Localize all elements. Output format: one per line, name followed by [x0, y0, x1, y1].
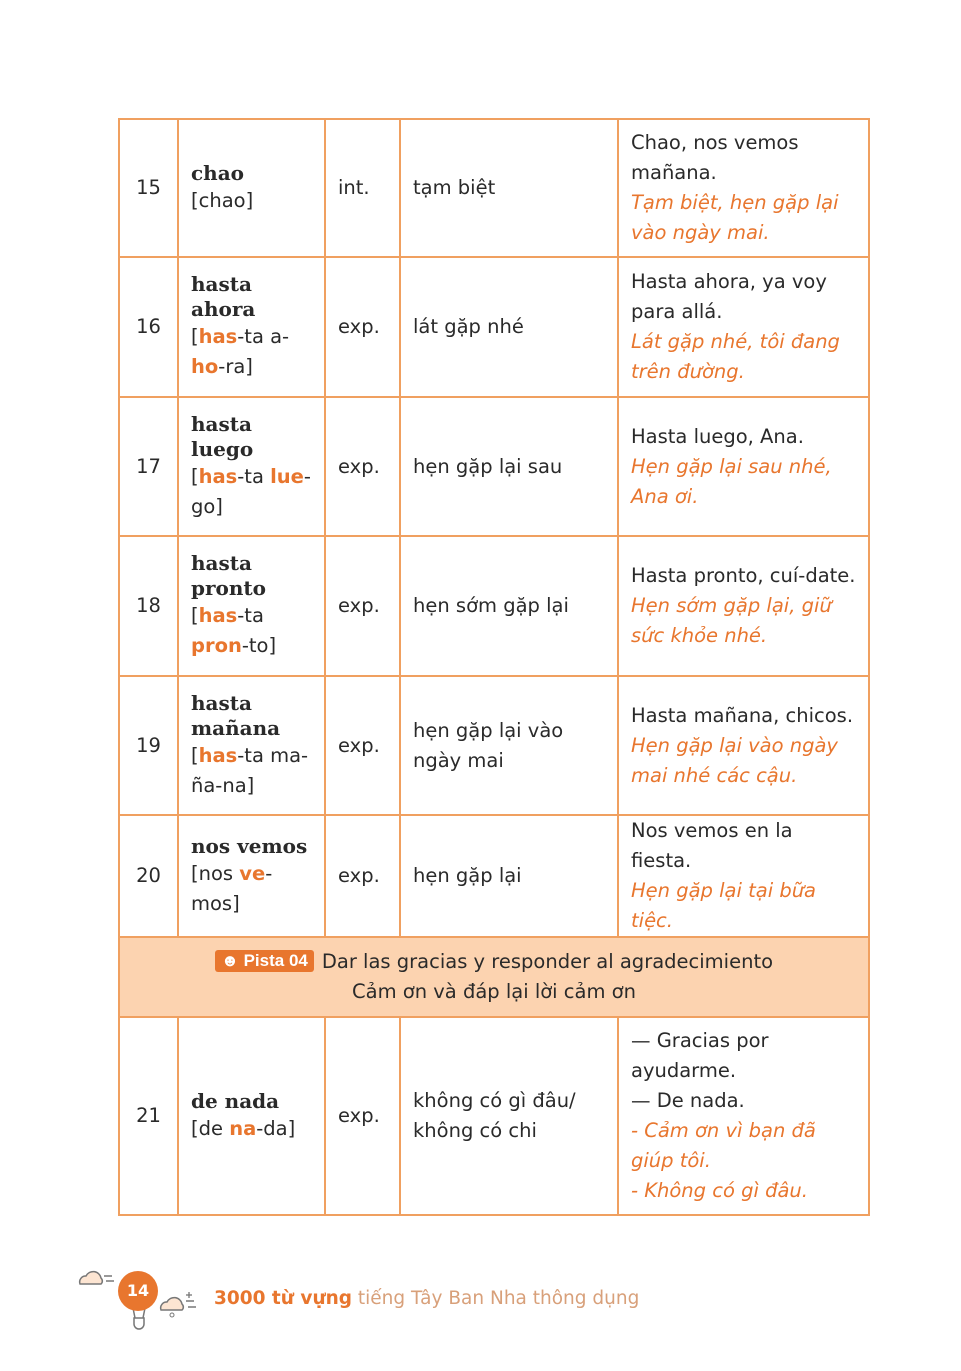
pronunciation-part: ho — [191, 355, 219, 378]
page-footer — [0, 1260, 961, 1340]
example-vi: Tạm biệt, hẹn gặp lại vào ngày mai. — [631, 191, 839, 244]
table-row — [119, 257, 869, 397]
balloon-basket-icon — [126, 1308, 152, 1332]
example-vi: Hẹn gặp lại tại bữa tiệc. — [631, 879, 817, 932]
word-cell — [178, 815, 325, 937]
book-title-rest: tiếng Tây Ban Nha thông dụng — [352, 1288, 640, 1309]
example-cell — [618, 815, 869, 937]
example-cell — [618, 536, 869, 676]
word-cell — [178, 257, 325, 397]
vocabulary-table — [118, 118, 870, 1216]
pronunciation-part: [de — [191, 1116, 230, 1140]
spanish-word: nos vemos — [191, 833, 308, 858]
word-cell — [178, 119, 325, 257]
example-es: — Gracias por ayudarme. — [631, 1029, 769, 1082]
meaning: hẹn gặp lại vào ngày mai — [400, 676, 618, 815]
example-vi: Lát gặp nhé, tôi đang trên đường. — [631, 330, 840, 383]
example-vi: - Không có gì đâu. — [631, 1179, 808, 1202]
example-vi: - Cảm ơn vì bạn đã giúp tôi. — [631, 1119, 816, 1172]
pronunciation — [191, 1114, 312, 1144]
pronunciation — [191, 186, 312, 216]
meaning: lát gặp nhé — [400, 257, 618, 397]
example-es: Nos vemos en la fiesta. — [631, 819, 793, 872]
pronunciation-part: lue — [270, 464, 304, 488]
book-title — [214, 1288, 639, 1309]
spanish-word: de nada — [191, 1088, 280, 1113]
pronunciation-part: [nos — [191, 861, 240, 885]
entry-number: 20 — [119, 815, 178, 937]
example-vi: Hẹn sớm gặp lại, giữ sức khỏe nhé. — [631, 594, 832, 647]
page-number: 14 — [118, 1271, 158, 1311]
pronunciation — [191, 601, 312, 661]
table-row — [119, 1017, 869, 1215]
example-cell — [618, 397, 869, 536]
word-type: exp. — [325, 397, 400, 536]
pronunciation-part: -go] — [191, 464, 311, 518]
meaning: hẹn gặp lại — [400, 815, 618, 937]
section-title-vi: Cảm ơn và đáp lại lời cảm ơn — [352, 980, 636, 1003]
entry-number: 17 — [119, 397, 178, 536]
pronunciation — [191, 462, 312, 522]
word-type: exp. — [325, 536, 400, 676]
section-header — [119, 937, 869, 1017]
spanish-word: hasta pronto — [191, 551, 266, 600]
entry-number: 19 — [119, 676, 178, 815]
pronunciation — [191, 322, 312, 382]
pronunciation-part: -ta — [237, 604, 264, 627]
pronunciation-part: -ta — [237, 464, 271, 488]
pronunciation-part: -to] — [241, 634, 277, 657]
example-cell — [618, 257, 869, 397]
section-title-es: Dar las gracias y responder al agradecimiento — [321, 950, 774, 973]
pronunciation — [191, 741, 312, 801]
spanish-word: hasta ahora — [191, 272, 256, 321]
meaning: hẹn sớm gặp lại — [400, 536, 618, 676]
example-es: Hasta pronto, cuí-date. — [631, 564, 856, 587]
pronunciation-part: na — [229, 1116, 257, 1140]
example-cell — [618, 676, 869, 815]
entry-number: 18 — [119, 536, 178, 676]
word-type: int. — [325, 119, 400, 257]
audio-track-badge[interactable]: ☻ Pista 04 — [215, 950, 314, 972]
example-cell — [618, 119, 869, 257]
pronunciation-part: -da] — [256, 1116, 296, 1140]
pronunciation-part: [ — [191, 325, 199, 348]
word-cell — [178, 1017, 325, 1215]
table-row — [119, 397, 869, 536]
pronunciation-part: [ — [191, 464, 199, 488]
pronunciation-part: pron — [191, 634, 242, 657]
meaning: hẹn gặp lại sau — [400, 397, 618, 536]
word-type: exp. — [325, 815, 400, 937]
section-cell — [119, 937, 869, 1017]
pronunciation-part: -mos] — [191, 861, 273, 915]
pronunciation — [191, 859, 312, 919]
pronunciation-part: has — [198, 325, 238, 348]
spanish-word: hasta mañana — [191, 690, 281, 740]
table-row — [119, 676, 869, 815]
meaning: tạm biệt — [400, 119, 618, 257]
word-cell — [178, 397, 325, 536]
entry-number: 15 — [119, 119, 178, 257]
pronunciation-part: [ — [191, 743, 199, 767]
book-title-bold: 3000 từ vựng — [214, 1288, 353, 1309]
entry-number: 16 — [119, 257, 178, 397]
pronunciation-part: [chao] — [191, 188, 254, 212]
cloud-icon — [158, 1288, 198, 1318]
example-es: — De nada. — [631, 1089, 745, 1112]
pronunciation-part: -ta a- — [237, 325, 290, 348]
example-es: Hasta mañana, chicos. — [631, 703, 854, 727]
example-es: Hasta ahora, ya voy para allá. — [631, 270, 827, 323]
example-vi: Hẹn gặp lại vào ngày mai nhé các cậu. — [631, 733, 838, 787]
example-es: Chao, nos vemos mañana. — [631, 131, 799, 184]
example-es: Hasta luego, Ana. — [631, 424, 804, 448]
table-row — [119, 536, 869, 676]
pronunciation-part: has — [198, 464, 238, 488]
word-type: exp. — [325, 257, 400, 397]
example-vi: Hẹn gặp lại sau nhé, Ana ơi. — [631, 454, 832, 508]
word-cell — [178, 676, 325, 815]
word-type: exp. — [325, 1017, 400, 1215]
table-row — [119, 815, 869, 937]
table-row — [119, 119, 869, 257]
track-label: Pista 04 — [243, 951, 308, 970]
pronunciation-part: ve — [239, 861, 266, 885]
example-cell — [618, 1017, 869, 1215]
pronunciation-part: has — [198, 743, 238, 767]
pronunciation-part: -ra] — [218, 355, 253, 378]
word-cell — [178, 536, 325, 676]
pronunciation-part: -ta ma-ña-na] — [191, 743, 309, 797]
meaning: không có gì đâu/ không có chi — [400, 1017, 618, 1215]
pronunciation-part: [ — [191, 604, 199, 627]
spanish-word: chao — [191, 160, 245, 185]
pronunciation-part: has — [198, 604, 238, 627]
word-type: exp. — [325, 676, 400, 815]
cloud-icon — [76, 1266, 116, 1288]
spanish-word: hasta luego — [191, 411, 254, 461]
entry-number: 21 — [119, 1017, 178, 1215]
